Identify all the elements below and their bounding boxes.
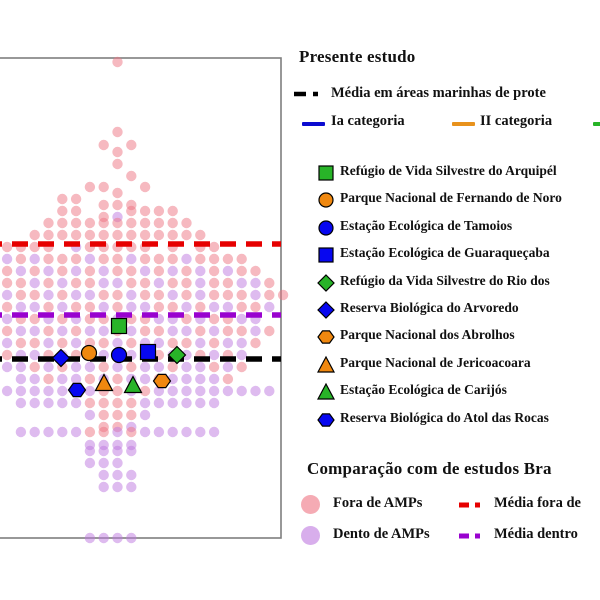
legend-row-fora-amps: [0, 495, 600, 519]
red-dashed-line-swatch: [459, 500, 489, 510]
black-dashed-line-swatch: [294, 89, 328, 99]
ii-categoria-line-swatch: [452, 122, 475, 126]
swarm-dot: [126, 482, 136, 492]
legend-site-label: Estação Ecológica de Tamoios: [340, 217, 513, 233]
swarm-dot: [112, 127, 122, 137]
fora-de-amps-dot-swatch: [301, 495, 320, 514]
legend-site-item: [0, 379, 600, 407]
swarm-dot: [99, 140, 109, 150]
ii-categoria-label: II categoria: [480, 113, 553, 129]
diamond-marker: [318, 275, 334, 291]
circle-marker: [319, 193, 333, 207]
legend-marker-hexagon-icon: [316, 327, 336, 347]
purple-dashed-line-swatch: [459, 531, 489, 541]
swarm-dot: [126, 446, 136, 456]
legend-site-item: [0, 297, 600, 325]
swarm-dot: [112, 470, 122, 480]
mpa-mean-label: Média em áreas marinhas de prote: [331, 85, 546, 101]
legend-site-label: Estação Ecológica de Carijós: [340, 382, 507, 398]
legend-marker-diamond-icon: [316, 273, 336, 293]
media-fora-label: Média fora de: [494, 495, 581, 511]
swarm-dot: [112, 57, 122, 67]
legend-site-label: Parque Nacional de Fernando de Noro: [340, 190, 562, 206]
legend-site-label: Parque Nacional de Jericoacoara: [340, 354, 531, 370]
swarm-dot: [99, 470, 109, 480]
legend-site-item: [0, 352, 600, 380]
square-marker: [319, 166, 333, 180]
swarm-dot: [112, 147, 122, 157]
comparison-title: Comparação com de estudos Bra: [307, 459, 552, 478]
legend-site-item: [0, 270, 600, 298]
legend-marker-triangle-icon: [316, 382, 336, 402]
iii-categoria-line-swatch-clipped: [593, 122, 600, 126]
legend-site-label: Refúgio da Vida Silvestre do Rio dos: [340, 272, 550, 288]
triangle-marker: [318, 384, 334, 399]
ia-categoria-label: Ia categoria: [331, 113, 405, 129]
swarm-dot: [126, 470, 136, 480]
legend-site-item: [0, 242, 600, 270]
legend-marker-circle-icon: [316, 190, 336, 210]
dento-de-amps-label: Dento de AMPs: [333, 526, 430, 542]
legend-site-label: Refúgio de Vida Silvestre do Arquipél: [340, 163, 557, 178]
legend-row-mpa-mean: [294, 85, 600, 110]
legend-site-item: [0, 215, 600, 243]
swarm-dot: [126, 140, 136, 150]
legend-marker-triangle-icon: [316, 355, 336, 375]
legend-marker-circle-icon: [316, 218, 336, 238]
triangle-marker: [318, 357, 334, 372]
square-marker: [319, 248, 333, 262]
swarm-dot: [99, 482, 109, 492]
legend-site-label: Parque Nacional dos Abrolhos: [340, 327, 515, 343]
media-dentro-label: Média dentro: [494, 526, 578, 542]
legend-site-label: Reserva Biológica do Arvoredo: [340, 300, 519, 315]
legend-row-categories: [294, 113, 600, 138]
legend-site-item: [0, 187, 600, 215]
hexagon-marker: [318, 413, 334, 425]
legend-title-presente-estudo: Presente estudo: [299, 47, 416, 66]
hexagon-marker: [318, 331, 334, 343]
swarm-dot: [99, 446, 109, 456]
legend-site-label: Estação Ecológica de Guaraqueçaba: [340, 245, 550, 261]
swarm-dot: [112, 458, 122, 468]
circle-marker: [319, 221, 333, 235]
legend-site-item: [0, 324, 600, 352]
swarm-dot: [112, 446, 122, 456]
legend-marker-square-icon: [316, 245, 336, 265]
legend-site-item: [0, 160, 600, 188]
diamond-marker: [318, 302, 334, 318]
swarm-dot: [85, 446, 95, 456]
legend-marker-hexagon-icon: [316, 410, 336, 430]
swarm-dot: [112, 482, 122, 492]
dento-de-amps-dot-swatch: [301, 526, 320, 545]
swarm-dot: [85, 458, 95, 468]
legend-site-item: [0, 407, 600, 435]
swarm-dot: [99, 458, 109, 468]
fora-de-amps-label: Fora de AMPs: [333, 495, 423, 511]
ia-categoria-line-swatch: [302, 122, 325, 126]
legend-marker-diamond-icon: [316, 300, 336, 320]
legend-marker-square-icon: [316, 163, 336, 183]
legend-row-dento-amps: [0, 526, 600, 550]
legend-site-label: Reserva Biológica do Atol das Rocas: [340, 409, 549, 425]
